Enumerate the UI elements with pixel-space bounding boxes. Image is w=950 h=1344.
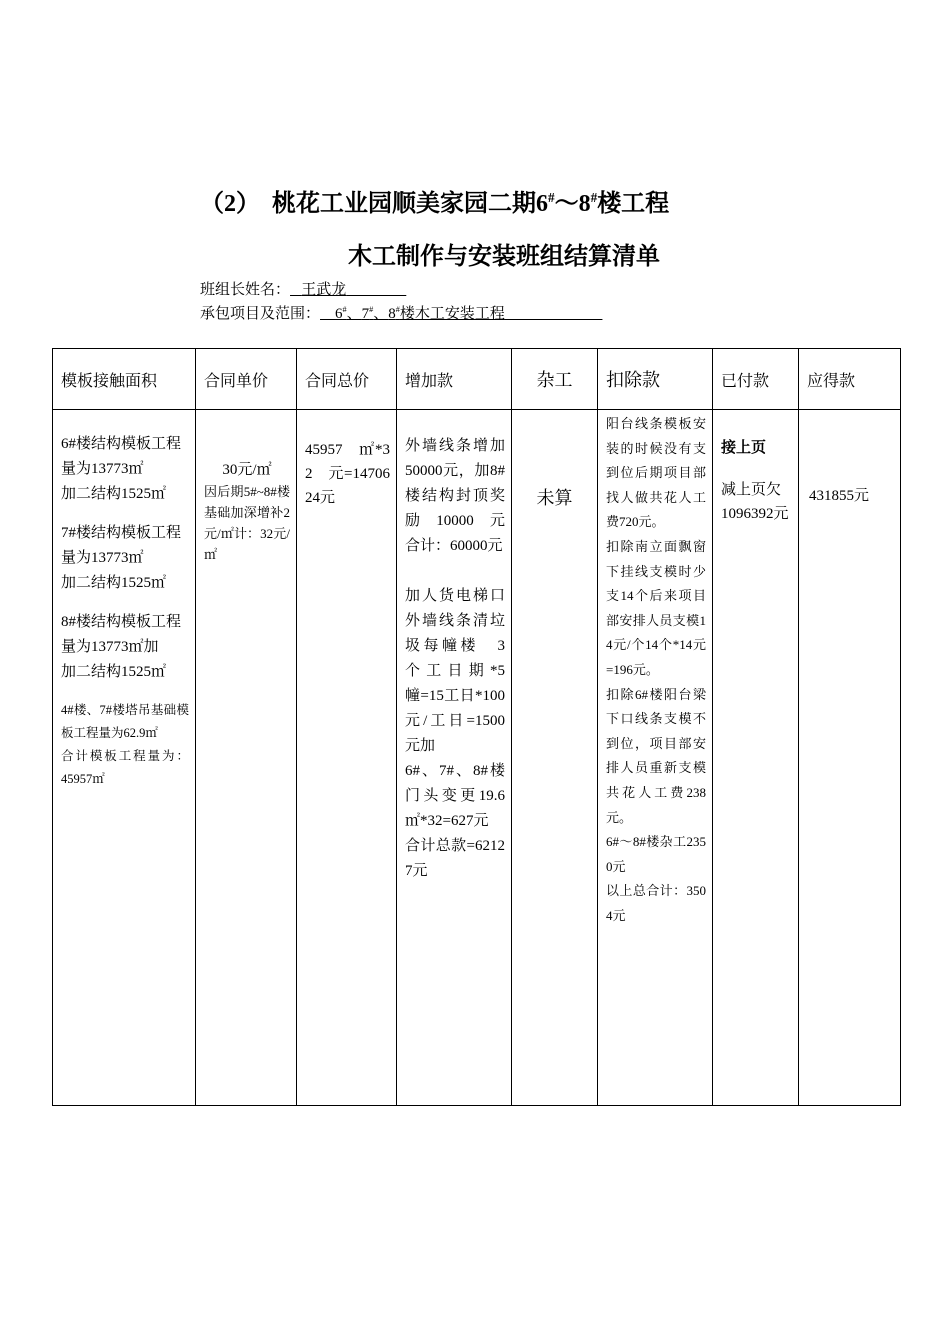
team-leader-name: 王武龙 [301,282,347,298]
paid-carry-over: 接上页 [721,440,767,456]
table-header-row [53,349,901,410]
team-leader-row [200,278,406,299]
deduction-total: 以上总合计：3504元 [606,883,706,923]
paid-previous-debt: 减上页欠1096392元 [721,482,789,522]
cell-additions [397,410,536,1106]
cell-formwork-area [53,410,196,1106]
addition-item-3: 6#、7#、8#楼门头变更19.6 ㎡*32=627元 [405,763,536,829]
building8-extra: 加二结构1525㎡ [61,664,167,680]
header-amount-due: 应得款 [799,349,901,410]
settlement-table [52,348,901,1106]
header-paid: 已付款 [713,349,799,410]
cell-deductions [598,410,713,1106]
deduction-item-2: 扣除南立面飘窗下挂线支模时少支14个后来项目部安排人员支模14元/个14个*14元=196元。 [606,538,706,677]
building6-extra: 加二结构1525㎡ [61,486,167,502]
header-additions: 增加款 [397,349,512,410]
building6-quantity: 6#楼结构模板工程量为13773㎡ [61,436,182,477]
header-unit-price: 合同单价 [196,349,297,410]
tower-crane-quantity: 4#楼、7#楼塔吊基础模板工程量为62.9㎡ [61,703,189,740]
unit-price-value: 30元/㎡ [222,462,272,478]
team-leader-label: 班组长姓名： [200,282,291,298]
contract-scope-row [200,302,602,323]
cell-amount-due: 431855元 [799,410,901,1106]
building8-quantity: 8#楼结构模板工程量为13773㎡加 [61,614,182,655]
addition-item-1: 外墙线条增加 50000元，加8#楼结构封顶奖励 10000 元合计：60000元 [405,438,521,554]
deduction-item-4: 6#～8#楼杂工2350元 [606,834,706,874]
document-title-line1: （2） 桃花工业园顺美家园二期6#～8#楼工程 [200,190,670,217]
deduction-item-3: 扣除6#楼阳台梁下口线条支模不到位，项目部安排人员重新支模共花人工费238元。 [606,686,706,825]
contract-scope-label: 承包项目及范围： [200,306,321,322]
header-formwork-area: 模板接触面积 [53,349,196,410]
header-misc-labor: 杂工 [512,349,598,410]
deduction-item-1: 阳台线条模板安装的时候没有支到位后期项目部找人做共花人工费720元。 [606,416,706,530]
cell-paid [713,410,799,1106]
header-total-price: 合同总价 [297,349,397,410]
unit-price-note: 因后期5#~8#楼基础加深增补2元/㎡计：32元/㎡ [204,484,290,562]
formwork-total: 合计模板工程量为：45957㎡ [61,749,189,786]
contract-scope-value: 6#、7#、8#楼木工安装工程 [335,305,505,322]
building7-extra: 加二结构1525㎡ [61,575,167,591]
cell-unit-price [196,410,297,1106]
cell-misc-labor: 未算 [512,410,598,1106]
document-title-line2: 木工制作与安装班组结算清单 [348,244,660,270]
header-deductions: 扣除款 [598,349,713,410]
addition-item-2: 加人货电梯口外墙线条清垃圾每幢楼 3 个工日期*5 幢=15工日*100元/工日=1500元加 [405,588,521,754]
cell-total-price: 45957 ㎡*32 元=1470624元 [297,410,397,1106]
building7-quantity: 7#楼结构模板工程量为13773㎡ [61,525,182,566]
table-data-row [53,410,901,1106]
addition-total: 合计总款=62127元 [405,838,505,879]
